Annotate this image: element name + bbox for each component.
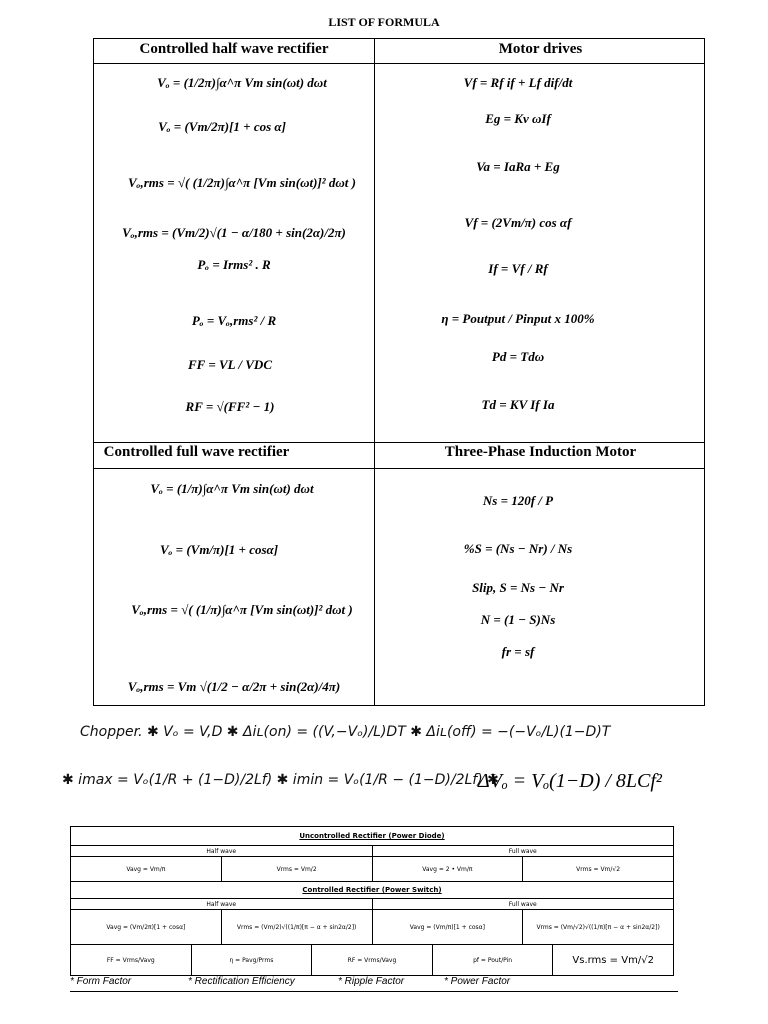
tpim-formula-slip-percent: %S = (Ns − Nr) / Ns xyxy=(463,541,573,556)
uncontrolled-full-avg: Vavg = 2 • Vm/π xyxy=(373,857,524,881)
md-formula-vf-cos: Vf = (2Vm/π) cos αf xyxy=(464,215,572,230)
vs-rms-formula: Vs.rms = Vm/√2 xyxy=(572,954,654,966)
uncontrolled-half-rms: Vrms = Vm/2 xyxy=(222,857,373,881)
md-formula-va: Va = IaRa + Eg xyxy=(476,159,560,174)
tpim-header: Three-Phase Induction Motor xyxy=(444,444,637,460)
cfw-header: Controlled full wave rectifier xyxy=(103,444,290,460)
footnote-power-factor: * Power Factor xyxy=(444,976,511,987)
chw-formula-vo-integral: Vₒ = (1/2π)∫α^π Vm sin(ωt) dωt xyxy=(157,75,327,90)
tpim-formula-fr: fr = sf xyxy=(501,644,535,659)
uncontrolled-half-avg: Vavg = Vm/π xyxy=(71,857,222,881)
chw-formula-ff: FF = VL / VDC xyxy=(188,357,272,372)
tpim-formula-n: N = (1 − S)Ns xyxy=(480,612,556,627)
md-formula-pd: Pd = Tdω xyxy=(491,349,545,364)
uncontrolled-caption: Uncontrolled Rectifier (Power Diode) xyxy=(299,832,445,840)
header-divider-top xyxy=(94,63,704,64)
chw-formula-po-rms: Pₒ = Vₒ,rms² / R xyxy=(191,313,277,328)
md-formula-td: Td = KV If Ia xyxy=(481,397,555,412)
chw-formula-vrms: Vₒ,rms = (Vm/2)√(1 − α/180 + sin(2α)/2π) xyxy=(122,225,346,240)
uncontrolled-full-rms: Vrms = Vm/√2 xyxy=(576,865,621,873)
form-factor-formula: FF = Vrms/Vavg xyxy=(71,945,192,975)
uncontrolled-full-wave-label: Full wave xyxy=(508,847,537,855)
section-divider xyxy=(94,442,704,443)
tpim-formula-ns: Ns = 120f / P xyxy=(482,493,554,508)
cfw-formula-vrms-integral: Vₒ,rms = √( (1/π)∫α^π [Vm sin(ωt)]² dωt ) xyxy=(131,602,353,617)
tpim-formula-slip: Slip, S = Ns − Nr xyxy=(472,580,564,595)
chw-formula-po: Pₒ = Irms² . R xyxy=(197,257,271,272)
md-formula-if: If = Vf / Rf xyxy=(488,261,548,276)
bottom-rule xyxy=(70,991,678,992)
uncontrolled-half-wave-label: Half wave xyxy=(71,846,373,856)
chw-formula-vrms-integral: Vₒ,rms = √( (1/2π)∫α^π [Vm sin(ωt)]² dωt ) xyxy=(128,175,356,190)
controlled-full-avg: Vavg = (Vm/π)[1 + cosα] xyxy=(373,910,524,944)
controlled-half-wave-label: Half wave xyxy=(71,899,373,909)
handwritten-chopper-line2: ✱ imax = Vₒ(1/R + (1−D)/2Lf) ✱ imin = Vₒ(1/R − (1−D)/2Lf) ✱ xyxy=(62,772,499,788)
md-header: Motor drives xyxy=(498,41,583,57)
formula-table xyxy=(93,38,705,706)
footnote-ripple-factor: * Ripple Factor xyxy=(338,976,405,987)
cfw-formula-vo-integral: Vₒ = (1/π)∫α^π Vm sin(ωt) dωt xyxy=(150,481,314,496)
md-formula-vf: Vf = Rf if + Lf dif/dt xyxy=(463,75,573,90)
cfw-formula-vo: Vₒ = (Vm/π)[1 + cosα] xyxy=(159,542,279,557)
power-factor-formula: pf = Pout/Pin xyxy=(433,945,554,975)
efficiency-formula: η = Pavg/Prms xyxy=(192,945,313,975)
controlled-caption: Controlled Rectifier (Power Switch) xyxy=(302,886,442,894)
chw-formula-vo: Vₒ = (Vm/2π)[1 + cos α] xyxy=(158,119,286,134)
controlled-full-rms: Vrms = (Vm/√2)√((1/π)[π − α + sin2α/2]) xyxy=(536,923,660,931)
footnote-rectification-efficiency: * Rectification Efficiency xyxy=(188,976,295,987)
header-divider-bottom xyxy=(94,468,704,469)
handwritten-chopper-line1: Chopper. ✱ Vₒ = V,D ✱ Δiʟ(on) = ((V,−Vₒ)/L)DT ✱ Δiʟ(off) = −(−Vₒ/L)(1−D)T xyxy=(80,724,611,740)
footnote-form-factor: * Form Factor xyxy=(70,976,132,987)
md-formula-efficiency: η = Poutput / Pinput x 100% xyxy=(441,311,595,326)
cfw-formula-vrms: Vₒ,rms = Vm √(1/2 − α/2π + sin(2α)/4π) xyxy=(127,679,341,694)
rectifier-summary-table xyxy=(70,826,674,976)
chw-header: Controlled half wave rectifier xyxy=(139,41,329,57)
handwritten-ripple-formula: ΔVₒ = Vₒ(1−D) / 8LCf² xyxy=(478,770,662,792)
chw-formula-rf: RF = √(FF² − 1) xyxy=(185,399,275,414)
controlled-half-rms: Vrms = (Vm/2)√((1/π)[π − α + sin2α/2]) xyxy=(222,910,373,944)
column-divider xyxy=(374,39,375,705)
controlled-full-wave-label: Full wave xyxy=(508,900,537,908)
md-formula-eg: Eg = Kv ωIf xyxy=(485,111,551,126)
ripple-factor-formula: RF = Vrms/Vavg xyxy=(312,945,433,975)
controlled-half-avg: Vavg = (Vm/2π)[1 + cosα] xyxy=(71,910,222,944)
page-title: LIST OF FORMULA xyxy=(328,15,440,29)
